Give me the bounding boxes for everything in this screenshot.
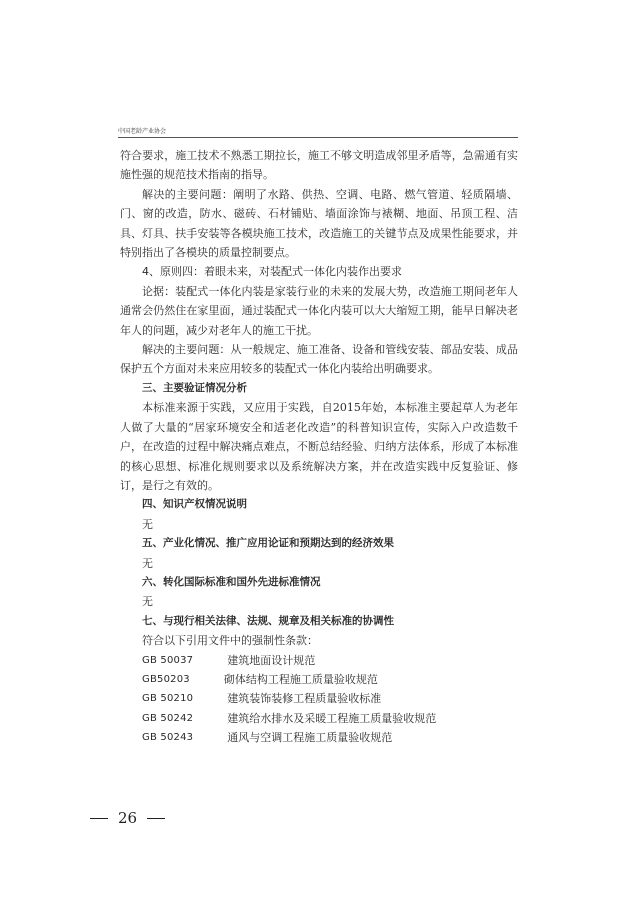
header-divider [118, 137, 518, 138]
section-6-body: 无 [142, 595, 153, 609]
section-5-body: 无 [142, 556, 153, 570]
paragraph-problems-solved-2: 解决的主要问题：从一般规定、施工准备、设备和管线安装、部品安装、成品保护五个方面对未来应用较多的装配式一体化内装给出明确要求。 [120, 343, 518, 376]
reference-item [120, 728, 518, 747]
principle-four-heading: 4、原则四：着眼未来，对装配式一体化内装作出要求 [142, 265, 402, 279]
paragraph-continuation: 符合要求，施工技术不熟悉工期拉长，施工不够文明造成邻里矛盾等，急需通有实施性强的规范技术指南的指导。 [120, 149, 518, 182]
section-5-heading: 五、产业化情况、推广应用论证和预期达到的经济效果 [142, 537, 394, 550]
section-3-heading: 三、主要验证情况分析 [142, 381, 247, 394]
reference-item [120, 709, 518, 728]
reference-name: 建筑装饰装修工程质量验收标准 [227, 692, 382, 706]
reference-item [120, 670, 518, 689]
section-4-body: 无 [142, 517, 153, 531]
reference-name: 建筑给水排水及采暖工程施工质量验收规范 [227, 711, 437, 725]
reference-code: GB 50243 [142, 732, 194, 744]
page-footer [90, 809, 165, 827]
paragraph-problems-solved: 解决的主要问题：阐明了水路、供热、空调、电路、燃气管道、轻质隔墙、门、窗的改造，防水、磁砖、石材铺贴、墙面涂饰与裱糊、地面、吊顶工程、洁具、灯具、扶手安装等各模块施工技术，改造施工的关键节点及成果性能要求，并特别指出了各模块的质量控制要点。 [120, 187, 518, 260]
reference-item [120, 651, 518, 670]
section-7-intro: 符合以下引用文件中的强制性条款： [142, 634, 318, 648]
section-7-heading: 七、与现行相关法律、法规、规章及相关标准的协调性 [142, 614, 394, 627]
page-number: 26 [118, 809, 138, 827]
reference-name: 建筑地面设计规范 [227, 653, 316, 667]
section-4-heading: 四、知识产权情况说明 [142, 498, 247, 511]
reference-code: GB50203 [142, 673, 190, 685]
reference-item [120, 689, 518, 708]
section-3-body: 本标准来源于实践，又应用于实践，自2015年始，本标准主要起草人为老年人做了大量的“居家环境安全和适老化改造”的科普知识宣传，实际入户改造数千户，在改造的过程中解决痛点难点，不断总结经验、归纳方法体系，形成了本标准的核心思想、标准化规则要求以及系统解决方案，并在改造实践中反复验证、修订，是行之有效的。 [120, 401, 518, 492]
footer-dash-right [147, 818, 165, 819]
reference-code: GB 50242 [142, 712, 194, 724]
section-6-heading: 六、转化国际标准和国外先进标准情况 [142, 575, 321, 588]
footer-dash-left [90, 818, 108, 819]
reference-code: GB 50037 [142, 654, 194, 666]
header-organization: 中国老龄产业协会 [118, 128, 167, 135]
paragraph-argument: 论据：装配式一体化内装是家装行业的未来的发展大势，改造施工期间老年人通常会仍然住在家里面，通过装配式一体化内装可以大大缩短工期，能早日解决老年人的问题，减少对老年人的施工干扰。 [120, 284, 518, 337]
reference-code: GB 50210 [142, 693, 194, 705]
document-body [120, 146, 518, 748]
reference-name: 砌体结构工程施工质量验收规范 [223, 672, 378, 686]
reference-name: 通风与空调工程施工质量验收规范 [227, 731, 393, 745]
